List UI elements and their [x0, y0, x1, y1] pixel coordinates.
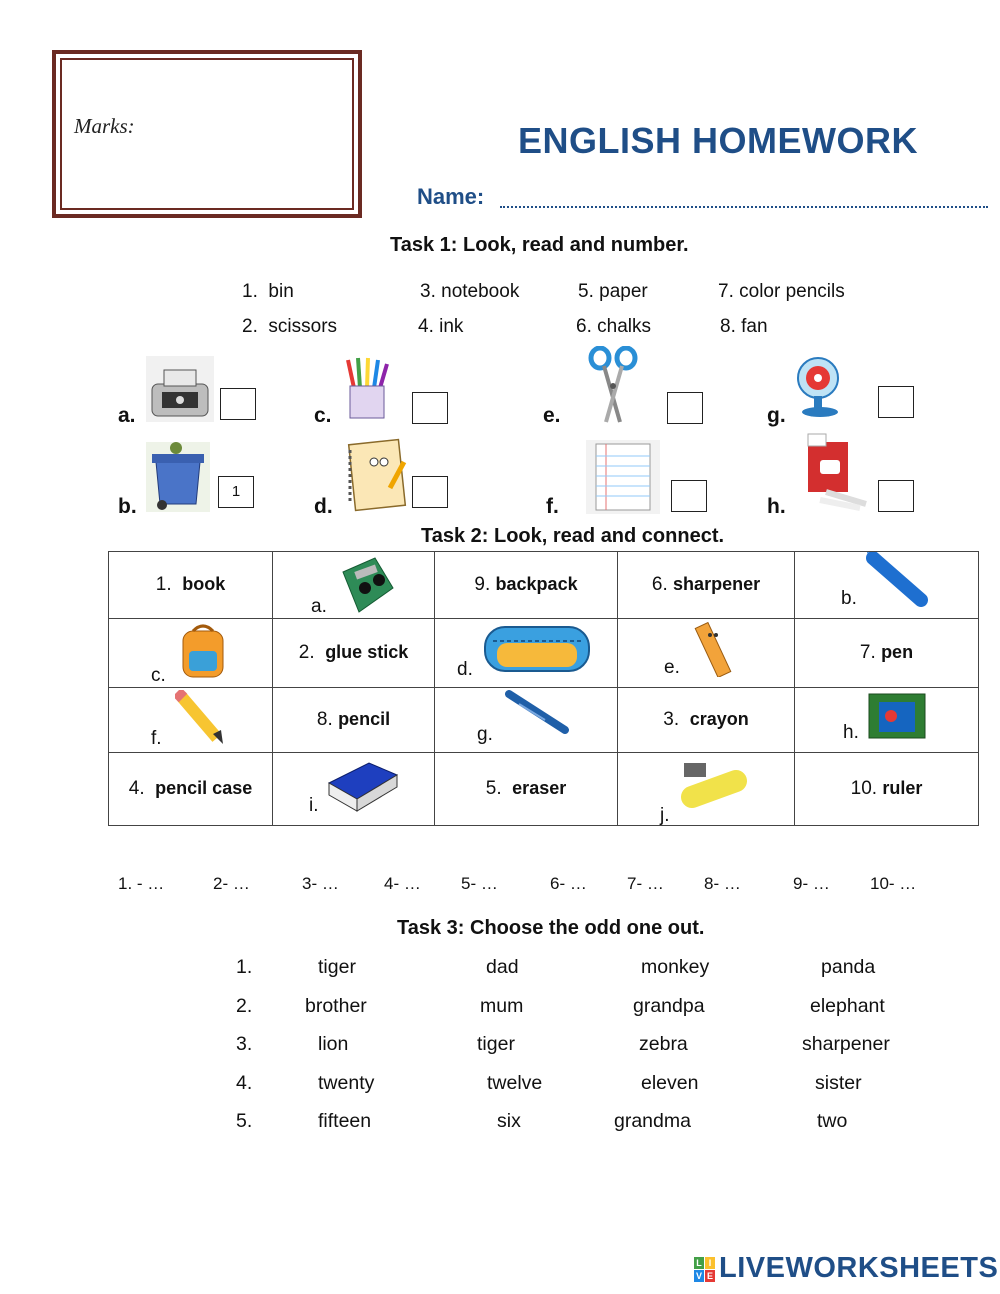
glue-stick-icon: [680, 759, 752, 815]
paper-icon: [586, 440, 660, 514]
task1-letter-b: b.: [118, 495, 137, 518]
table-row: [109, 619, 979, 688]
task3-option[interactable]: sharpener: [802, 1033, 890, 1055]
task3-option[interactable]: elephant: [810, 995, 885, 1017]
task2-picture-h[interactable]: h.: [795, 688, 979, 753]
pencil-icon: [175, 690, 227, 746]
task2-blank-6[interactable]: 6- …: [550, 874, 587, 893]
task2-word-7[interactable]: 7. pen: [795, 619, 979, 688]
task2-picture-j[interactable]: j.: [618, 753, 795, 826]
task1-word-1: 1. bin: [242, 281, 294, 302]
task3-option[interactable]: eleven: [641, 1072, 699, 1094]
task2-blank-1[interactable]: 1. - …: [118, 874, 165, 893]
task1-word-2: 2. scissors: [242, 316, 338, 337]
task1-answer-box-a[interactable]: [220, 388, 256, 420]
task1-word-6: 6. chalks: [576, 316, 651, 337]
pen-icon: [505, 690, 575, 738]
marks-box: [52, 50, 362, 218]
task2-blank-2[interactable]: 2- …: [213, 874, 250, 893]
task3-option[interactable]: six: [497, 1110, 521, 1132]
task1-heading: Task 1: Look, read and number.: [390, 234, 689, 256]
task3-option[interactable]: brother: [305, 995, 367, 1017]
book-icon: [867, 688, 931, 742]
task2-word-3[interactable]: 3. crayon: [618, 688, 795, 753]
task1-word-7: 7. color pencils: [718, 281, 845, 302]
task3-option[interactable]: monkey: [641, 956, 710, 978]
task1-letter-g: g.: [767, 404, 786, 427]
page-title: ENGLISH HOMEWORK: [518, 120, 918, 161]
task3-num-4: 4.: [236, 1072, 253, 1094]
task3-option[interactable]: twenty: [318, 1072, 375, 1094]
task2-word-5[interactable]: 5. eraser: [435, 753, 618, 826]
logo-badge-letter: V: [695, 1271, 702, 1281]
task2-blank-3[interactable]: 3- …: [302, 874, 339, 893]
task2-word-9[interactable]: 9. backpack: [435, 552, 618, 619]
task2-picture-a[interactable]: a.: [273, 552, 435, 619]
table-row: [109, 753, 979, 826]
task3-num-3: 3.: [236, 1033, 253, 1055]
task3-num-2: 2.: [236, 995, 253, 1017]
task1-answer-box-b[interactable]: 1: [218, 476, 254, 508]
pencil-case-icon: [483, 621, 591, 675]
ruler-icon: [694, 621, 742, 677]
task3-option[interactable]: lion: [318, 1033, 349, 1055]
logo-badge-letter: E: [706, 1271, 713, 1281]
task1-word-5: 5. paper: [578, 281, 648, 302]
task2-blank-4[interactable]: 4- …: [384, 874, 421, 893]
ink-bottle-icon: [146, 356, 214, 422]
task2-picture-c[interactable]: c.: [109, 619, 273, 688]
task1-answer-box-f[interactable]: [671, 480, 707, 512]
task2-picture-b[interactable]: b.: [795, 552, 979, 619]
task3-num-5: 5.: [236, 1110, 253, 1132]
task3-option[interactable]: tiger: [318, 956, 356, 978]
task2-picture-d[interactable]: d.: [435, 619, 618, 688]
task3-num-1: 1.: [236, 956, 253, 978]
task2-picture-f[interactable]: f.: [109, 688, 273, 753]
task3-option[interactable]: panda: [821, 956, 876, 978]
task1-letter-d: d.: [314, 495, 333, 518]
task3-option[interactable]: two: [817, 1110, 848, 1132]
task2-connect-table: [108, 551, 979, 826]
marks-label: Marks:: [74, 114, 135, 138]
task1-word-4: 4. ink: [418, 316, 464, 337]
task3-option[interactable]: mum: [480, 995, 524, 1017]
task1-word-8: 8. fan: [720, 316, 768, 337]
task3-option[interactable]: zebra: [639, 1033, 688, 1055]
task3-option[interactable]: tiger: [477, 1033, 515, 1055]
task2-blank-8[interactable]: 8- …: [704, 874, 741, 893]
task2-blank-9[interactable]: 9- …: [793, 874, 830, 893]
task1-word-3: 3. notebook: [420, 281, 520, 302]
task1-letter-a: a.: [118, 404, 136, 427]
task1-answer-box-e[interactable]: [667, 392, 703, 424]
task3-option[interactable]: fifteen: [318, 1110, 372, 1132]
task2-blank-5[interactable]: 5- …: [461, 874, 498, 893]
name-label: Name:: [417, 184, 485, 209]
notebook-icon: [344, 438, 408, 512]
task1-letter-h: h.: [767, 495, 786, 518]
task2-word-4[interactable]: 4. pencil case: [109, 753, 273, 826]
task1-answer-box-h[interactable]: [878, 480, 914, 512]
fan-icon: [796, 356, 844, 418]
task1-answer-box-d[interactable]: [412, 476, 448, 508]
task1-letter-f: f.: [546, 495, 559, 518]
scissors-icon: [588, 346, 638, 424]
task2-word-1[interactable]: 1. book: [109, 552, 273, 619]
task3-option[interactable]: sister: [815, 1072, 862, 1094]
task2-word-8[interactable]: 8. pencil: [273, 688, 435, 753]
task3-option[interactable]: twelve: [487, 1072, 543, 1094]
task2-word-2[interactable]: 2. glue stick: [273, 619, 435, 688]
sharpener-icon: [335, 554, 397, 616]
task1-letter-c: c.: [314, 404, 332, 427]
liveworksheets-logo-text: LIVEWORKSHEETS: [719, 1252, 999, 1284]
name-input-line[interactable]: [500, 186, 988, 208]
eraser-icon: [325, 755, 401, 813]
table-row: [109, 552, 979, 619]
task2-picture-i[interactable]: i.: [273, 753, 435, 826]
liveworksheets-logo-badge: [694, 1257, 716, 1283]
logo-badge-letter: L: [694, 1257, 704, 1269]
task2-heading: Task 2: Look, read and connect.: [421, 525, 725, 547]
task2-word-10[interactable]: 10. ruler: [795, 753, 979, 826]
task2-picture-e[interactable]: e.: [618, 619, 795, 688]
task2-word-6[interactable]: 6. sharpener: [618, 552, 795, 619]
chalks-icon: [800, 432, 872, 512]
task1-letter-e: e.: [543, 404, 561, 427]
task2-blank-10[interactable]: 10- …: [870, 874, 917, 893]
task3-option[interactable]: grandma: [614, 1110, 691, 1132]
task2-picture-g[interactable]: g.: [435, 688, 618, 753]
color-pencils-icon: [342, 356, 392, 420]
task3-option[interactable]: dad: [486, 956, 519, 978]
task3-option[interactable]: grandpa: [633, 995, 705, 1017]
task1-answer-box-c[interactable]: [412, 392, 448, 424]
crayon-icon: [865, 552, 931, 608]
task2-blank-7[interactable]: 7- …: [627, 874, 664, 893]
task3-heading: Task 3: Choose the odd one out.: [397, 917, 705, 939]
task1-answer-box-g[interactable]: [878, 386, 914, 418]
table-row: [109, 688, 979, 753]
logo-badge-letter: I: [705, 1257, 715, 1269]
bin-icon: [146, 442, 210, 512]
backpack-icon: [173, 621, 233, 681]
